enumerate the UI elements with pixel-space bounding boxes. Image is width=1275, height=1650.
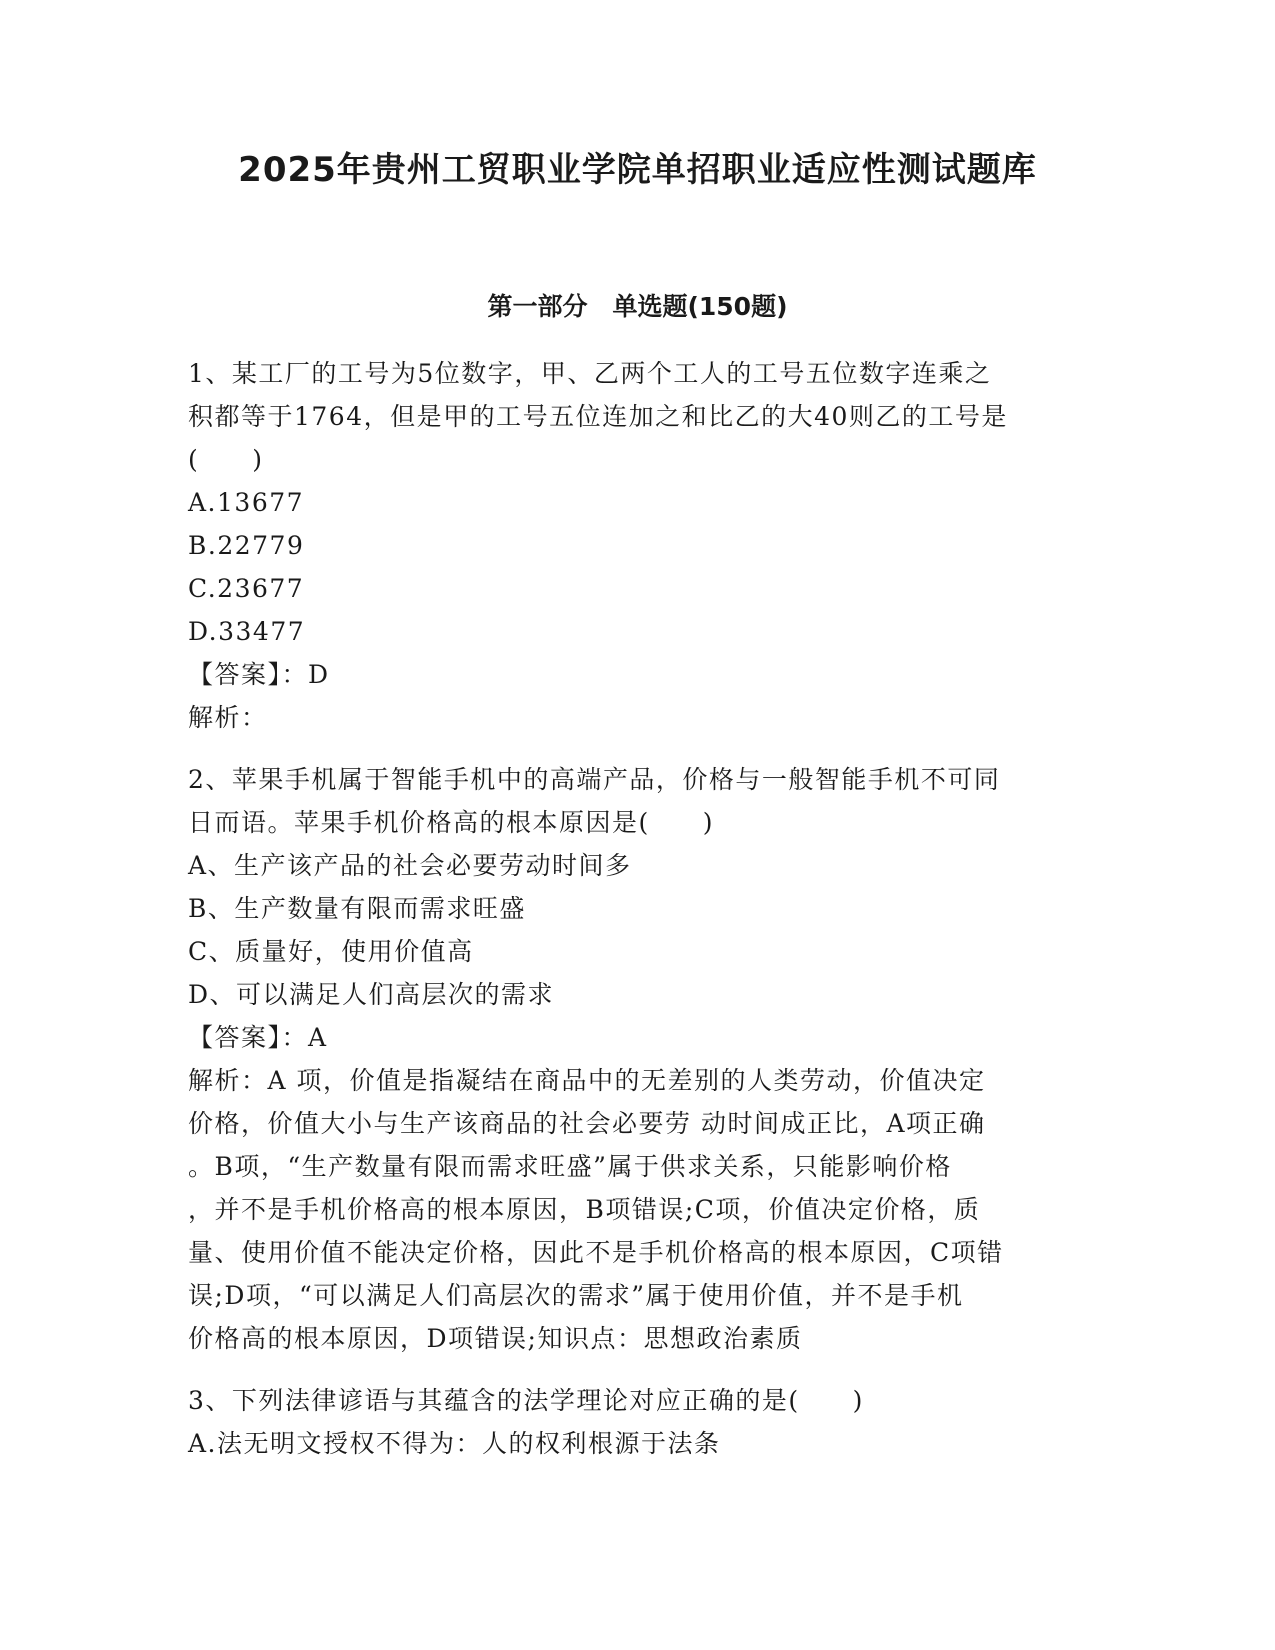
analysis-line: 误;D项，“可以满足人们高层次的需求”属于使用价值，并不是手机: [188, 1281, 964, 1310]
question-stem-line: 3、下列法律谚语与其蕴含的法学理论对应正确的是( ): [188, 1386, 864, 1415]
option-c: C.23677: [188, 574, 305, 603]
section-title: 第一部分 单选题(150题): [487, 292, 788, 321]
analysis-line: ，并不是手机价格高的根本原因，B项错误;C项，价值决定价格，质: [188, 1195, 981, 1224]
question-stem-line: 积都等于1764，但是甲的工号五位连加之和比乙的大40则乙的工号是: [188, 402, 1008, 431]
option-a: A、生产该产品的社会必要劳动时间多: [188, 851, 632, 880]
question-stem-line: 2、苹果手机属于智能手机中的高端产品，价格与一般智能手机不可同: [188, 765, 1001, 794]
option-a: A.13677: [188, 488, 305, 517]
option-b: B.22779: [188, 531, 305, 560]
analysis-line: 解析：A 项，价值是指凝结在商品中的无差别的人类劳动，价值决定: [188, 1066, 986, 1095]
question-stem-line: 日而语。苹果手机价格高的根本原因是( ): [188, 808, 715, 837]
analysis-line: 价格，价值大小与生产该商品的社会必要劳 动时间成正比，A项正确: [188, 1109, 986, 1138]
option-d: D.33477: [188, 617, 306, 646]
spacer: [188, 739, 1088, 758]
question-stem-line: 1、某工厂的工号为5位数字，甲、乙两个工人的工号五位数字连乘之: [188, 359, 992, 388]
analysis-line: 量、使用价值不能决定价格，因此不是手机价格高的根本原因，C项错: [188, 1238, 1004, 1267]
question-2: [188, 758, 1088, 1360]
spacer: [188, 1360, 1088, 1379]
question-list: [188, 352, 1088, 1465]
question-1: [188, 352, 1088, 739]
analysis-line: 。B项，“生产数量有限而需求旺盛”属于供求关系，只能影响价格: [188, 1152, 952, 1181]
option-c: C、质量好，使用价值高: [188, 937, 474, 966]
document-title: 2025年贵州工贸职业学院单招职业适应性测试题库: [238, 150, 1037, 190]
answer-line: 【答案】：D: [188, 660, 330, 689]
question-stem-line: ( ): [188, 445, 264, 474]
option-b: B、生产数量有限而需求旺盛: [188, 894, 526, 923]
question-3: [188, 1379, 1088, 1465]
answer-line: 【答案】：A: [188, 1023, 328, 1052]
option-a: A.法无明文授权不得为：人的权利根源于法条: [188, 1429, 721, 1458]
analysis-line: 价格高的根本原因，D项错误;知识点：思想政治素质: [188, 1324, 803, 1353]
option-d: D、可以满足人们高层次的需求: [188, 980, 555, 1009]
analysis-line: 解析：: [188, 703, 268, 732]
